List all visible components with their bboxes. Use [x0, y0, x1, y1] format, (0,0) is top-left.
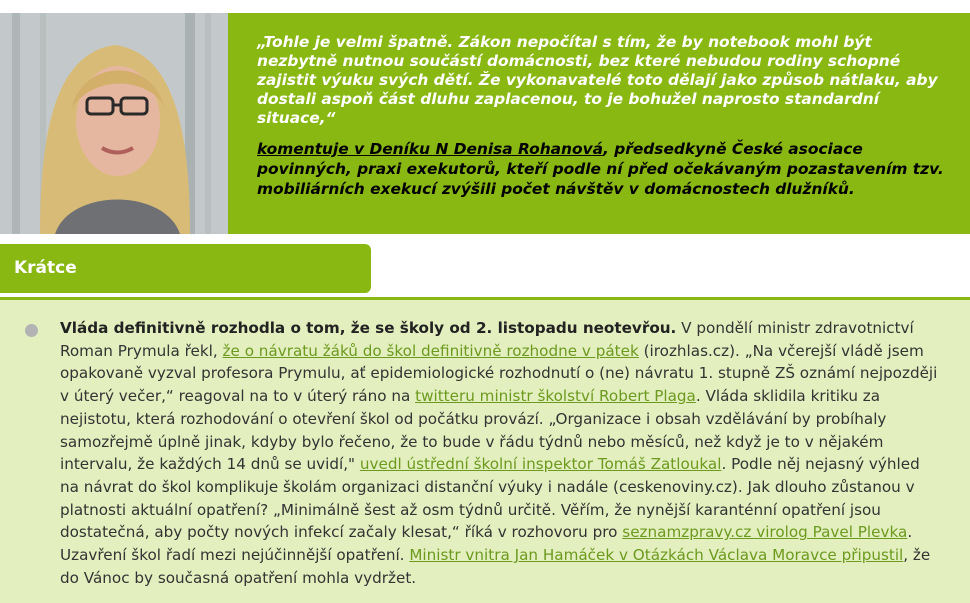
brief-text-part-6: , že do Vánoc by současná opatření mohla vydržet.	[60, 546, 931, 587]
brief-text-part-5: . Uzavření škol řadí mezi nejúčinnější opatření.	[60, 523, 913, 565]
link-hamacek[interactable]: Ministr vnitra Jan Hamáček v Otázkách Václava Moravce připustil	[409, 546, 904, 565]
brief-text-part-3: . Vláda sklidila kritiku za nejistotu, která rozhodování o otevření škol od počátku provází. „Organizace i obsah vzdělávání by probíhaly samozřejmě úplně jinak, kdyby bylo řečeno, že to bude v řádu týdnů nebo měsíců, než když je to v nějakém intervalu, že každých 14 dnů se uvidí,"	[60, 387, 887, 474]
quote-block	[0, 13, 970, 234]
link-irozhlas[interactable]: že o návratu žáků do škol definitivně rozhodne v pátek	[222, 341, 639, 360]
bullet-icon	[25, 324, 38, 337]
brief-text-part-2: (irozhlas.cz). „Na včerejší vládě jsem opakovaně vyzval profesora Prymulu, ať epidemiologické rozhodnutí o (ne) návratu 1. stupně ZŠ oznámí nejpozději v úterý večer,“ reagoval na to v úterý ráno na	[60, 341, 938, 406]
brief-headline: Vláda definitivně rozhodla o tom, že se školy od 2. listopadu neotevřou.	[60, 319, 677, 337]
section-header	[0, 244, 371, 293]
author-photo	[0, 13, 228, 234]
attribution-link[interactable]: komentuje v Deníku N Denisa Rohanová	[257, 140, 604, 158]
brief-box	[0, 300, 970, 603]
brief-text-part-4: . Podle něj nejasný výhled na návrat do škol komplikuje školám organizaci distanční výuky i nadále (ceskenoviny.cz). Jak dlouho zůstanou v platnosti aktuální opatření? „Minimálně šest až osm týdnů určitě. Věřím, že nynější karanténní opatření jsou dostatečná, aby počty nových infekcí začaly klesat,“ říká v rozhovoru pro	[60, 455, 920, 542]
attribution-text: , předsedkyně České asociace povinných, praxi exekutorů, kteří podle ní před očekávaným pozastavením tzv. mobiliárních exekucí zvýšili počet návštěv v domácnostech dlužníků.	[257, 140, 944, 198]
section-title: Krátce	[14, 258, 77, 278]
link-zatloukal[interactable]: uvedl ústřední školní inspektor Tomáš Zatloukal	[359, 455, 722, 474]
brief-text-part-1: V pondělí ministr zdravotnictví Roman Prymula řekl,	[60, 319, 914, 360]
quote-attribution	[257, 139, 947, 199]
link-twitter-plaga[interactable]: twitteru ministr školství Robert Plaga	[415, 387, 696, 406]
portrait-image	[0, 13, 228, 234]
quote-text: „Tohle je velmi špatně. Zákon nepočítal s tím, že by notebook mohl být nezbytně nutnou součástí domácnosti, bez které nebudou rodiny schopné zajistit výuku svých dětí. Že vykonavatelé toto dělají jako způsob nátlaku, aby dostali aspoň část dluhu zaplacenou, to je bohužel naprosto standardní situace,“	[257, 33, 938, 127]
link-seznamzpravy[interactable]: seznamzpravy.cz virolog Pavel Plevka	[622, 523, 908, 542]
brief-text	[60, 317, 940, 589]
